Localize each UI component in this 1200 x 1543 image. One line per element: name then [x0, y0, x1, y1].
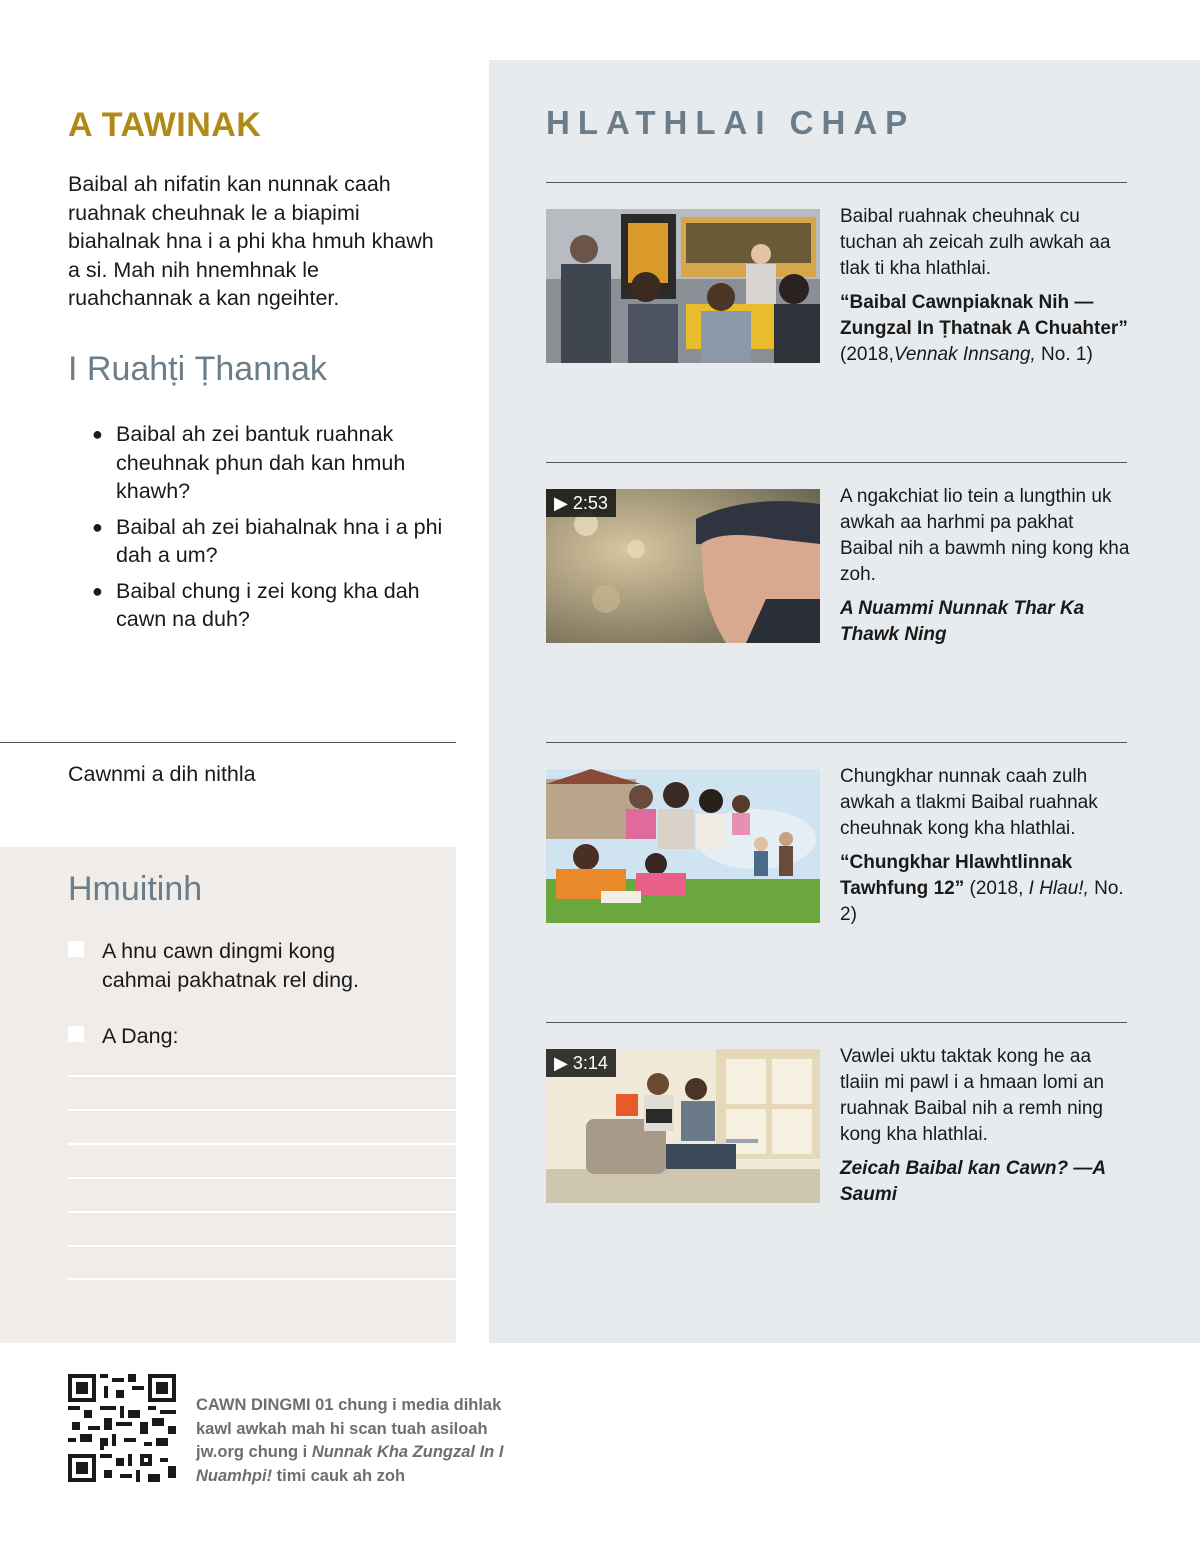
- entry-description: A ngakchiat lio tein a lungthin uk awkah aa harhmi pa pakhat Baibal nih a bawmh ning kong kha zoh.: [840, 486, 1130, 585]
- entry-title-link[interactable]: A Nuammi Nunnak Thar Ka Thawk Ning: [840, 598, 1085, 645]
- entry-description: Baibal ruahnak cheuhnak cu tuchan ah zeicah zulh awkah aa tlak ti kha hlathlai.: [840, 206, 1111, 279]
- writing-line: [68, 1109, 456, 1111]
- divider: [546, 462, 1127, 463]
- footer-caption: CAWN DINGMI 01 chung i media dihlak kawl awkah mah hi scan tuah asiloah jw.org chung i Nunnak Kha Zungzal In I Nuamhpi! timi cauk ah zoh: [196, 1396, 504, 1485]
- resource-entry: [840, 1044, 1130, 1208]
- video-duration-badge: ▶ 2:53: [546, 489, 616, 517]
- resource-entry: [840, 484, 1130, 648]
- checkbox-icon[interactable]: [68, 1026, 84, 1042]
- summary-text: Baibal ah nifatin kan nunnak caah ruahnak cheuhnak le a biapimi biahalnak hna i a phi kha hmuh khawh a si. Mah nih hnemhnak le ruahchannak a kan ngeihter.: [68, 172, 434, 310]
- family-reading-bible-image[interactable]: [546, 769, 820, 923]
- entry-title-link[interactable]: “Baibal Cawnpiaknak Nih —Zungzal In Ṭhatnak A Chuahter” (2018,Vennak Innsang, No. 1): [840, 292, 1128, 365]
- bullet-icon: ●: [92, 424, 103, 444]
- resource-entry: [840, 764, 1130, 928]
- qr-code-icon[interactable]: [68, 1374, 176, 1482]
- writing-line: [68, 1278, 456, 1280]
- resource-entry: [840, 204, 1130, 368]
- goals-heading: Hmuitinh: [68, 870, 203, 908]
- explore-heading: HLATHLAI CHAP: [546, 104, 916, 141]
- completion-date-label: Cawnmi a dih nithla: [68, 762, 256, 786]
- bullet-icon: ●: [92, 580, 103, 601]
- goals-box: [0, 847, 456, 1343]
- writing-line: [68, 1245, 456, 1247]
- review-question: ● Baibal ah zei biahalnak hna i a phi dah a um?: [92, 514, 443, 567]
- review-question: ● Baibal ah zei bantuk ruahnak cheuhnak phun dah kan hmuh khawh?: [92, 422, 406, 503]
- play-icon: ▶: [554, 1053, 573, 1073]
- man-in-cap-image[interactable]: [546, 489, 820, 643]
- divider: [546, 1022, 1127, 1023]
- writing-line: [68, 1211, 456, 1213]
- writing-line: [68, 1143, 456, 1145]
- review-questions-list: [90, 420, 450, 641]
- people-at-train-station-image[interactable]: [546, 209, 820, 363]
- summary-heading: A TAWINAK: [68, 106, 262, 144]
- video-duration-badge: ▶ 3:14: [546, 1049, 616, 1077]
- divider: [0, 742, 456, 743]
- entry-title-link[interactable]: “Chungkhar Hlawhtlinnak Tawhfung 12” (2018, I Hlau!, No. 2): [840, 852, 1124, 925]
- entry-description: Chungkhar nunnak caah zulh awkah a tlakmi Baibal ruahnak cheuhnak kong kha hlathlai.: [840, 766, 1098, 839]
- entry-description: Vawlei uktu taktak kong he aa tlaiin mi pawl i a hmaan lomi an ruahnak Baibal nih a remh ning kong kha hlathlai.: [840, 1046, 1105, 1145]
- writing-line: [68, 1177, 456, 1179]
- divider: [546, 742, 1127, 743]
- checkbox-icon[interactable]: [68, 941, 84, 957]
- entry-title-link[interactable]: Zeicah Baibal kan Cawn? —A Saumi: [840, 1158, 1106, 1205]
- goal-item: A hnu cawn dingmi kong cahmai pakhatnak rel ding.: [68, 937, 408, 994]
- couple-reading-at-home-image[interactable]: [546, 1049, 820, 1203]
- review-heading: I Ruahṭi Ṭhannak: [68, 350, 327, 388]
- play-icon: ▶: [554, 493, 573, 513]
- bullet-icon: ●: [92, 516, 103, 537]
- review-question: ● Baibal chung i zei kong kha dah cawn na duh?: [92, 578, 420, 631]
- goal-item: A Dang:: [68, 1022, 408, 1051]
- divider: [546, 182, 1127, 183]
- writing-line: [68, 1075, 456, 1077]
